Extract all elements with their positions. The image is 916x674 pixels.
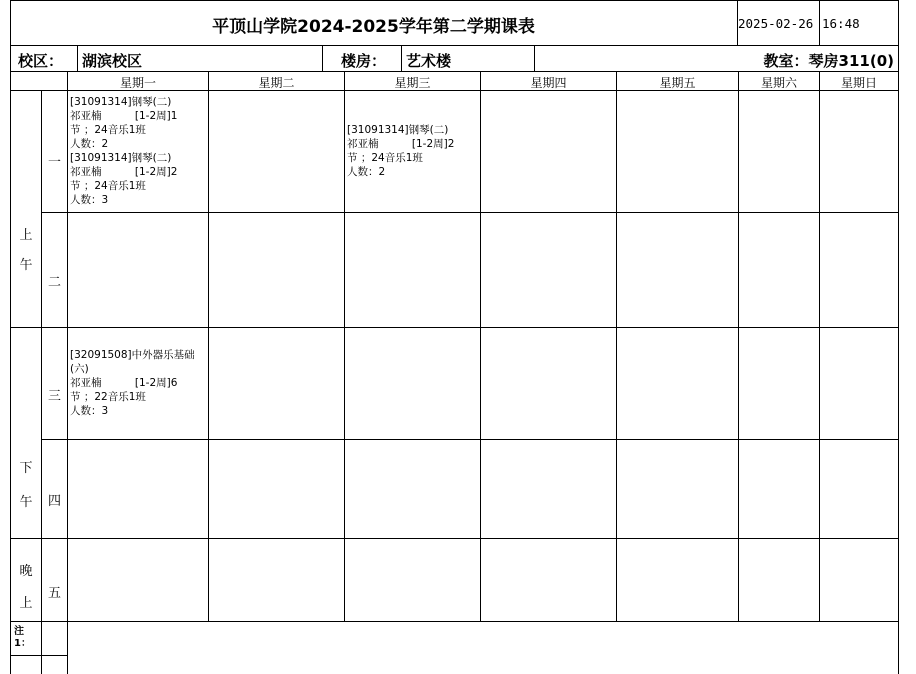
rule-p3: [41, 439, 899, 440]
session-afternoon: 下 午: [19, 461, 33, 510]
session-evening: 晚 上: [19, 564, 33, 611]
period-2: 二: [47, 275, 61, 290]
rule-info-bottom: [10, 71, 899, 72]
course-cell-p1-wed: [31091314]钢琴(二) 祁亚楠 [1-2周]2 节 ；24音乐1班 人数：2: [347, 124, 455, 178]
rule-title-time: [819, 0, 820, 45]
day-header-mon: 星期一: [119, 76, 156, 90]
rule-title-bottom: [10, 45, 899, 46]
period-5: 五: [47, 586, 61, 601]
note-label: 注 1：: [14, 626, 31, 649]
rule-p1: [41, 212, 899, 213]
print-date: 2025-02-26: [738, 16, 814, 31]
day-header-sun: 星期日: [840, 76, 877, 90]
print-time: 16:48: [822, 16, 860, 31]
page-title: 平顶山学院2024-2025学年第二学期课表: [212, 17, 535, 37]
rule-right: [898, 0, 899, 674]
rule-period-col: [67, 71, 68, 674]
day-header-thu: 星期四: [530, 76, 567, 90]
rule-sat-sun: [819, 71, 820, 622]
day-header-fri: 星期五: [659, 76, 696, 90]
campus-label: 校区：: [18, 52, 64, 70]
rule-info-1: [77, 45, 78, 71]
rule-info-4: [534, 45, 535, 71]
period-3: 三: [47, 389, 61, 404]
rule-morning: [10, 327, 899, 328]
session-morning: 上 午: [19, 228, 33, 273]
rule-evening: [10, 621, 899, 622]
rule-mon-tue: [208, 71, 209, 622]
building-value: 艺术楼: [406, 52, 452, 70]
rule-top: [10, 0, 899, 1]
day-header-wed: 星期三: [394, 76, 431, 90]
rule-info-3: [401, 45, 402, 71]
rule-afternoon: [10, 538, 899, 539]
rule-note: [10, 655, 67, 656]
rule-info-2: [322, 45, 323, 71]
building-label: 楼房：: [341, 52, 387, 70]
period-1: 一: [47, 155, 61, 170]
room-info: 教室：琴房311(0): [763, 52, 894, 70]
rule-thu-fri: [616, 71, 617, 622]
campus-value: 湖滨校区: [82, 52, 143, 70]
day-header-tue: 星期二: [258, 76, 295, 90]
rule-fri-sat: [738, 71, 739, 622]
period-4: 四: [47, 494, 61, 509]
course-cell-p3-mon: [32091508]中外器乐基础 (六) 祁亚楠 [1-2周]6 节 ；22音乐1班 人数：3: [70, 349, 195, 417]
course-cell-p1-mon: [31091314]钢琴(二) 祁亚楠 [1-2周]1 节 ；24音乐1班 人数：2 [31091314]钢琴(二) 祁亚楠 [1-2周]2 节 ；24音乐1班 人数：3: [70, 96, 178, 206]
rule-tue-wed: [344, 71, 345, 622]
rule-wed-thu: [480, 71, 481, 622]
day-header-sat: 星期六: [760, 76, 797, 90]
